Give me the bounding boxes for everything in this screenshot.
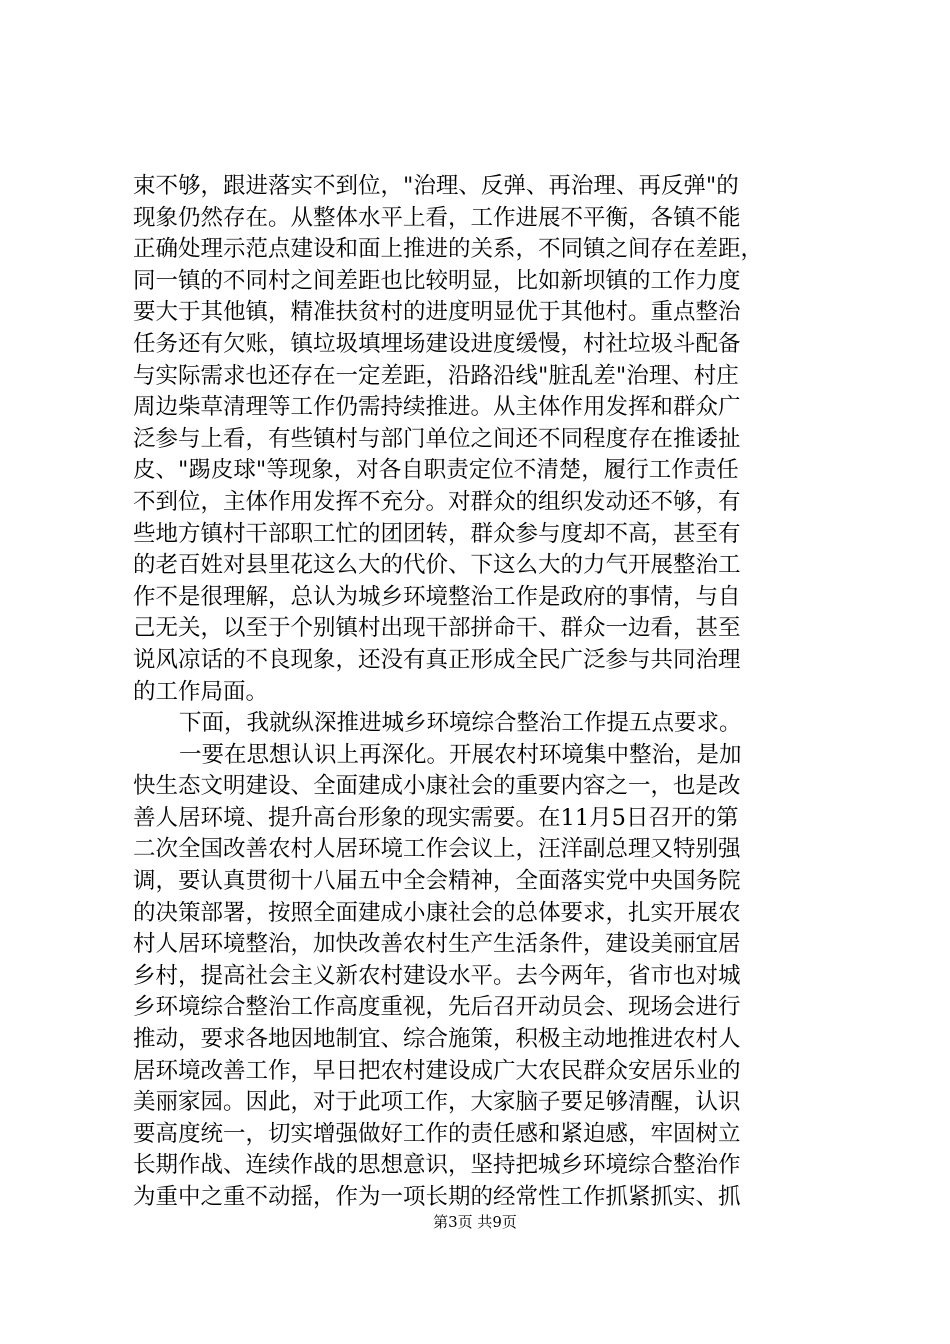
text-line: 正确处理示范点建设和面上推进的关系，不同镇之间存在差距， — [133, 236, 764, 263]
text-line: 束不够，跟进落实不到位，"治理、反弹、再治理、再反弹"的 — [133, 173, 739, 199]
text-line: 要高度统一，切实增强做好工作的责任感和紧迫感，牢固树立 — [133, 1120, 741, 1147]
text-line: 己无关，以至于个别镇村出现干部拼命干、群众一边看，甚至 — [133, 615, 741, 642]
text-line: 些地方镇村干部职工忙的团团转，群众参与度却不高，甚至有 — [133, 520, 741, 547]
text-line: 乡村，提高社会主义新农村建设水平。去今两年，省市也对城 — [133, 962, 741, 989]
paragraph-start-line: 一要在思想认识上再深化。开展农村环境集中整治，是加 — [179, 741, 742, 768]
text-line: 为重中之重不动摇，作为一项长期的经常性工作抓紧抓实、抓 — [133, 1184, 741, 1210]
text-line: 皮、"踢皮球"等现象，对各自职责定位不清楚，履行工作责任 — [133, 457, 739, 484]
text-line: 泛参与上看，有些镇村与部门单位之间还不同程度存在推诿扯 — [133, 425, 741, 452]
text-line: 作不是很理解，总认为城乡环境整治工作是政府的事情，与自 — [133, 583, 741, 610]
text-line: 长期作战、连续作战的思想意识，坚持把城乡环境综合整治作 — [133, 1152, 741, 1179]
text-line: 的决策部署，按照全面建成小康社会的总体要求，扎实开展农 — [133, 899, 741, 926]
text-line: 的工作局面。 — [133, 678, 269, 705]
text-line: 调，要认真贯彻十八届五中全会精神，全面落实党中央国务院 — [133, 868, 741, 895]
text-line: 要大于其他镇，精准扶贫村的进度明显优于其他村。重点整治 — [133, 299, 741, 326]
text-line: 乡环境综合整治工作高度重视，先后召开动员会、现场会进行 — [133, 994, 741, 1021]
page-number-label: 第3页 共9页 — [433, 1213, 517, 1231]
text-line: 不到位，主体作用发挥不充分。对群众的组织发动还不够，有 — [133, 488, 741, 515]
text-line: 二次全国改善农村人居环境工作会议上，汪洋副总理又特别强 — [133, 836, 741, 863]
text-line: 任务还有欠账，镇垃圾填埋场建设进度缓慢，村社垃圾斗配备 — [133, 330, 741, 357]
page-footer — [0, 1212, 950, 1232]
text-line: 与实际需求也还存在一定差距，沿路沿线"脏乱差"治理、村庄 — [133, 362, 739, 389]
text-line: 推动，要求各地因地制宜、综合施策，积极主动地推进农村人 — [133, 1026, 741, 1053]
paragraph-start-line: 下面，我就纵深推进城乡环境综合整治工作提五点要求。 — [179, 710, 742, 737]
text-line: 快生态文明建设、全面建成小康社会的重要内容之一，也是改 — [133, 773, 741, 800]
text-line: 周边柴草清理等工作仍需持续推进。从主体作用发挥和群众广 — [133, 394, 741, 421]
text-line: 现象仍然存在。从整体水平上看，工作进展不平衡，各镇不能 — [133, 204, 741, 231]
text-line: 美丽家园。因此，对于此项工作，大家脑子要足够清醒，认识 — [133, 1089, 741, 1116]
text-line: 居环境改善工作，早日把农村建设成广大农民群众安居乐业的 — [133, 1057, 741, 1084]
text-line: 善人居环境、提升高台形象的现实需要。在11月5日召开的第 — [133, 804, 739, 831]
text-line: 同一镇的不同村之间差距也比较明显，比如新坝镇的工作力度 — [133, 267, 741, 294]
text-line: 说风凉话的不良现象，还没有真正形成全民广泛参与共同治理 — [133, 646, 741, 673]
body-text — [133, 171, 833, 1214]
text-line: 的老百姓对县里花这么大的代价、下这么大的力气开展整治工 — [133, 552, 741, 579]
text-line: 村人居环境整治，加快改善农村生产生活条件，建设美丽宜居 — [133, 931, 741, 958]
